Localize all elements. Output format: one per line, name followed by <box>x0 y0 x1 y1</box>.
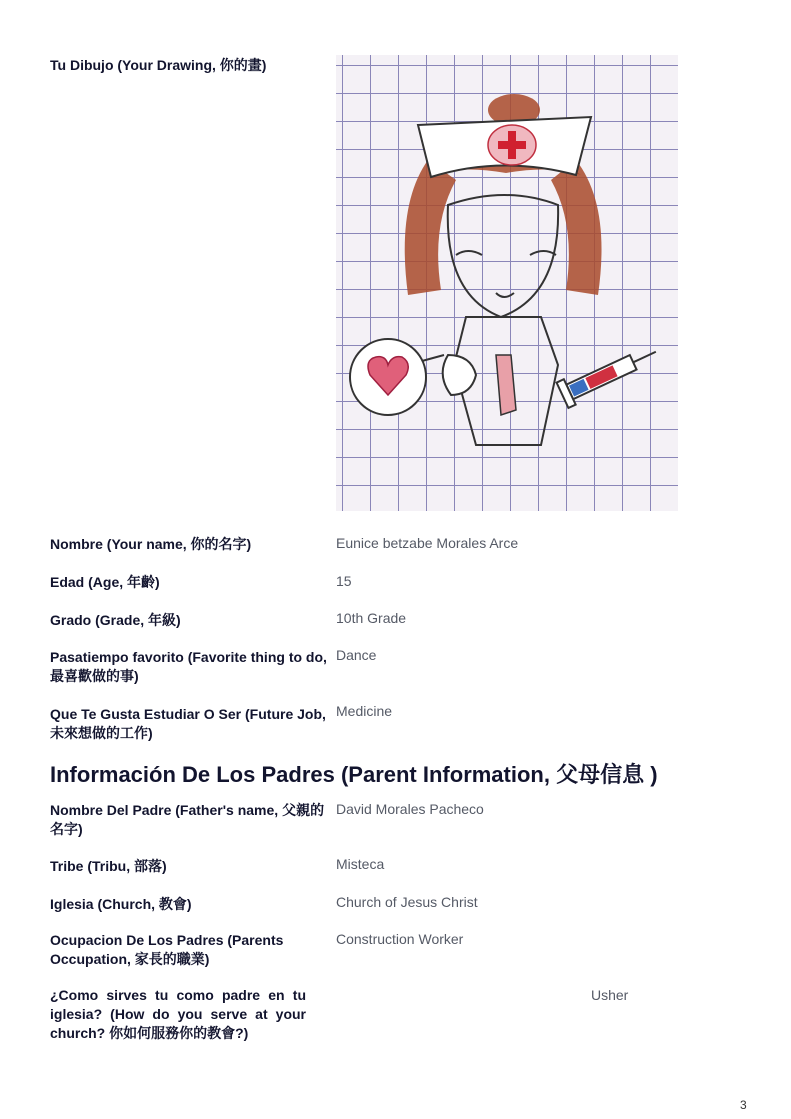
occupation-label: Ocupacion De Los Padres (Parents Occupation, 家長的職業) <box>50 932 284 967</box>
future-job-value: Medicine <box>336 703 393 719</box>
church-value: Church of Jesus Christ <box>336 894 478 910</box>
church-service-label: ¿Como sirves tu como padre en tu iglesia? (How do you serve at your church? 你如何服務你的教會?) <box>50 987 306 1041</box>
church-label: Iglesia (Church, 教會) <box>50 896 192 912</box>
hobby-label: Pasatiempo favorito (Favorite thing to do, 最喜歡做的事) <box>50 649 327 684</box>
future-job-label: Que Te Gusta Estudiar O Ser (Future Job, 未來想做的工作) <box>50 706 326 741</box>
name-label: Nombre (Your name, 你的名字) <box>50 536 252 552</box>
age-label: Edad (Age, 年齡) <box>50 574 160 590</box>
grade-label: Grado (Grade, 年級) <box>50 612 181 628</box>
grade-value: 10th Grade <box>336 610 407 626</box>
father-name-label: Nombre Del Padre (Father's name, 父親的名字) <box>50 802 325 837</box>
page-number: 3 <box>740 1098 747 1112</box>
occupation-value: Construction Worker <box>336 931 464 947</box>
tribe-value: Misteca <box>336 856 385 872</box>
nurse-drawing-image <box>336 55 678 511</box>
name-value: Eunice betzabe Morales Arce <box>336 535 519 551</box>
tribe-label: Tribe (Tribu, 部落) <box>50 858 167 874</box>
parent-info-heading: Información De Los Padres (Parent Information, 父母信息 ) <box>50 762 658 787</box>
age-value: 15 <box>336 573 352 589</box>
hobby-value: Dance <box>336 647 377 663</box>
father-name-value: David Morales Pacheco <box>336 801 484 817</box>
church-service-value: Usher <box>591 987 629 1003</box>
drawing-label: Tu Dibujo (Your Drawing, 你的畫) <box>50 57 267 73</box>
